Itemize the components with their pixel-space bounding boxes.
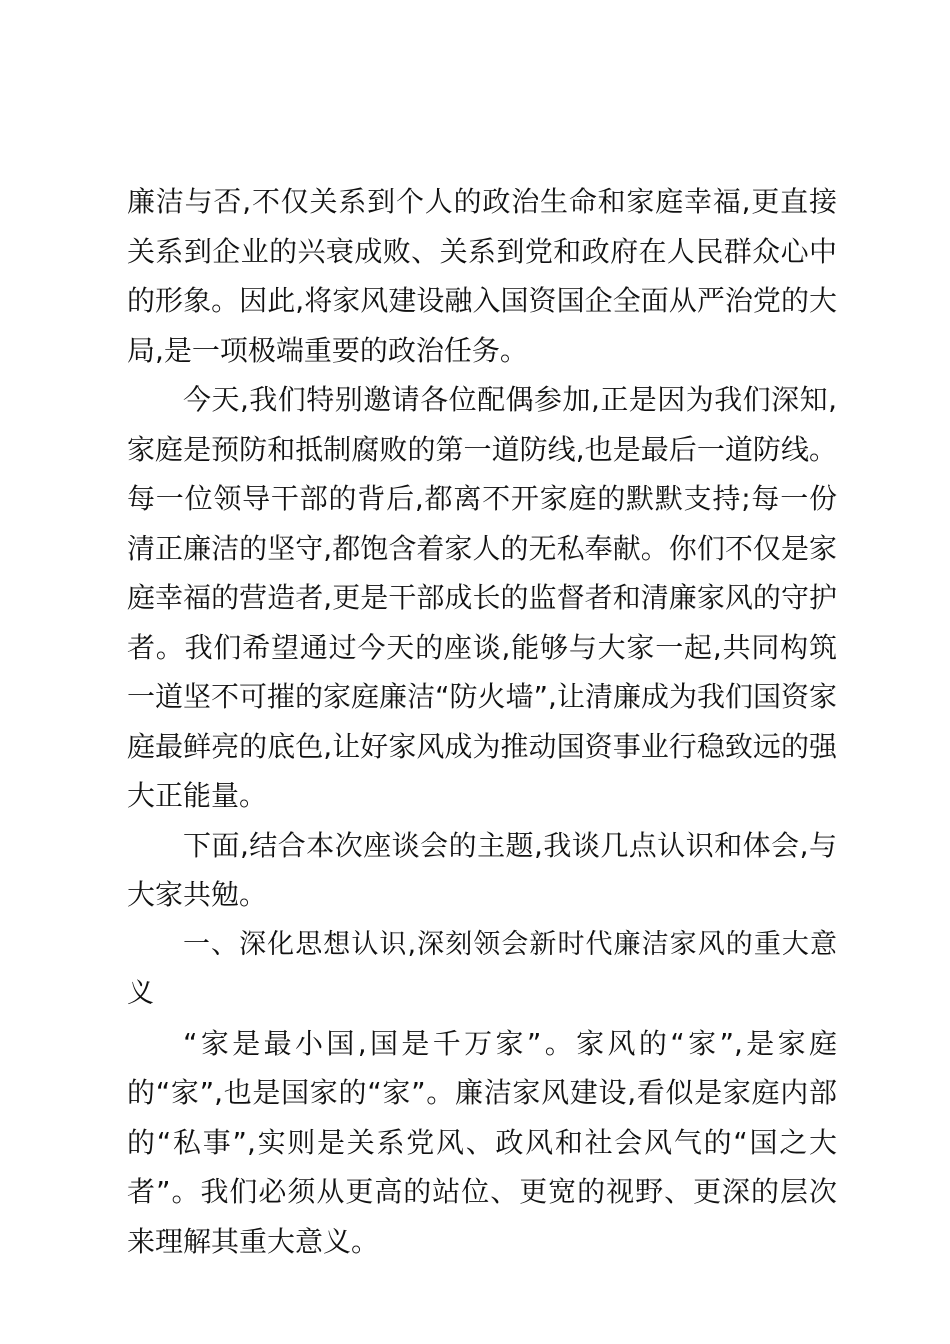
paragraph-intro-points: 下面,结合本次座谈会的主题,我谈几点认识和体会,与大家共勉。 <box>127 828 837 911</box>
document-body <box>127 177 837 1266</box>
paragraph-continuation: 廉洁与否,不仅关系到个人的政治生命和家庭幸福,更直接关系到企业的兴衰成败、关系到党和政府在人民群众心中的形象。因此,将家风建设融入国资国企全面从严治党的大局,是一项极端重要的政治任务。 <box>127 185 837 367</box>
section-heading-1: 一、深化思想认识,深刻领会新时代廉洁家风的重大意义 <box>127 928 837 1009</box>
paragraph-family-defense: 今天,我们特别邀请各位配偶参加,正是因为我们深知,家庭是预防和抵制腐败的第一道防线,也是最后一道防线。每一位领导干部的背后,都离不开家庭的默默支持;每一份清正廉洁的坚守,都饱含着家人的无私奉献。你们不仅是家庭幸福的营造者,更是干部成长的监督者和清廉家风的守护者。我们希望通过今天的座谈,能够与大家一起,共同构筑一道坚不可摧的家庭廉洁“防火墙”,让清廉成为我们国资家庭最鲜亮的底色,让好家风成为推动国资事业行稳致远的强大正能量。 <box>127 383 837 812</box>
paragraph-family-nation: “家是最小国,国是千万家”。家风的“家”,是家庭的“家”,也是国家的“家”。廉洁家风建设,看似是家庭内部的“私事”,实则是关系党风、政风和社会风气的“国之大者”。我们必须从更高的站位、更宽的视野、更深的层次来理解其重大意义。 <box>127 1026 837 1258</box>
